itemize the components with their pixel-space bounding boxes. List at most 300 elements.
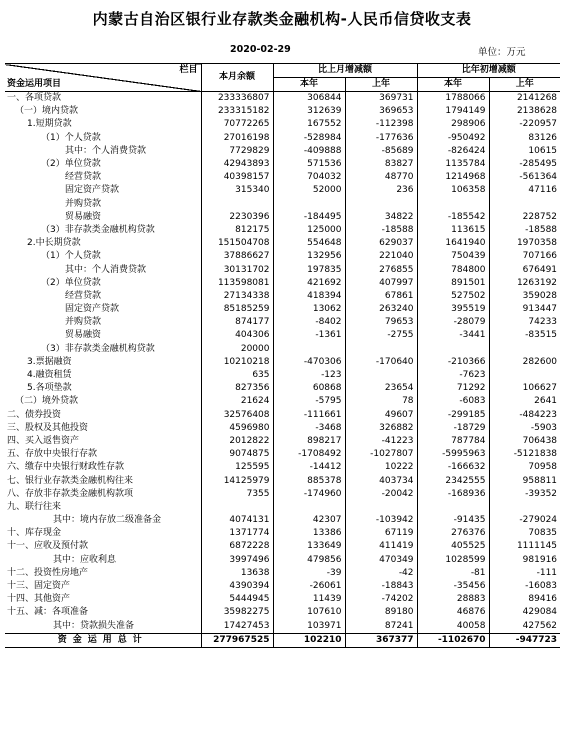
cell-year-start-this-year: 1028599 [417, 554, 489, 567]
table-row [5, 105, 560, 118]
cell-prev-month-this-year [273, 198, 345, 211]
cell-year-start-last-year: -39352 [525, 488, 558, 499]
table-row [5, 369, 560, 382]
cell-prev-month-this-year: 52000 [273, 184, 345, 197]
cell-prev-month-last-year: 263240 [345, 303, 417, 316]
cell-prev-month-this-year: 571536 [273, 158, 345, 171]
row-label: 十二、投资性房地产 [5, 567, 201, 580]
cell-year-start-last-year: -220957 [519, 119, 558, 130]
cell-year-start-last-year: -18588 [525, 224, 558, 235]
cell-year-start-this-year: 2342555 [417, 474, 489, 487]
table-row [5, 171, 560, 184]
page-title: 内蒙古自治区银行业存款类金融机构-人民币信贷收支表 [92, 10, 472, 28]
cell-prev-month-last-year [345, 501, 417, 514]
row-label: 二、债券投资 [5, 409, 201, 422]
cell-year-start-this-year: -91435 [417, 514, 489, 527]
cell-year-start-last-year: -285495 [519, 159, 558, 170]
table-row [5, 356, 560, 369]
cell-year-start-this-year: 106358 [417, 184, 489, 197]
row-label: 其中：个人消费贷款 [5, 263, 201, 276]
cell-balance: 233315182 [201, 105, 273, 118]
cell-balance: 233336807 [201, 92, 273, 106]
cell-year-start-last-year [489, 501, 560, 514]
table-row [5, 382, 560, 395]
cell-prev-month-last-year [345, 198, 417, 211]
cell-prev-month-this-year: 554648 [273, 237, 345, 250]
cell-year-start-last-year: -83515 [525, 330, 558, 341]
cell-year-start-this-year: -18729 [417, 422, 489, 435]
cell-prev-month-this-year: -8402 [273, 316, 345, 329]
cell-prev-month-this-year: -39 [273, 567, 345, 580]
cell-year-start-this-year [417, 343, 489, 356]
table-row [5, 237, 560, 250]
cell-year-start-last-year: 89416 [528, 594, 558, 605]
cell-balance: 4390394 [201, 580, 273, 593]
row-label: 并购贷款 [5, 316, 201, 329]
total-balance: 277967525 [201, 633, 273, 647]
cell-year-start-last-year: 74233 [528, 317, 558, 328]
total-prev-month-this-year: 102210 [273, 633, 345, 647]
cell-prev-month-last-year: 48770 [345, 171, 417, 184]
cell-prev-month-this-year: -3468 [273, 422, 345, 435]
cell-prev-month-this-year: -1361 [273, 329, 345, 342]
header-group-year-start: 比年初增减额 [417, 64, 560, 78]
cell-year-start-this-year: 1788066 [417, 92, 489, 106]
table-row [5, 250, 560, 263]
table-row [5, 92, 560, 106]
cell-prev-month-last-year: -85689 [345, 145, 417, 158]
cell-balance: 85185259 [201, 303, 273, 316]
table-row [5, 211, 560, 224]
cell-prev-month-last-year: 221040 [345, 250, 417, 263]
total-label: 资金运用总计 [5, 633, 201, 647]
cell-balance: 10210218 [201, 356, 273, 369]
cell-year-start-this-year: 71292 [417, 382, 489, 395]
cell-prev-month-last-year: -170640 [345, 356, 417, 369]
cell-balance: 2230396 [201, 211, 273, 224]
row-label: 八、存放非存款类金融机构款项 [5, 488, 201, 501]
cell-prev-month-this-year: 885378 [273, 474, 345, 487]
cell-prev-month-this-year: -111661 [273, 409, 345, 422]
row-label: 固定资产贷款 [5, 303, 201, 316]
cell-prev-month-this-year: -1708492 [273, 448, 345, 461]
total-row [5, 633, 560, 647]
row-label: 十四、其他资产 [5, 593, 201, 606]
cell-year-start-this-year [417, 198, 489, 211]
header-year-start-last-year: 上年 [489, 78, 560, 92]
header-col-item: 栏目 [179, 65, 198, 75]
table-row [5, 461, 560, 474]
cell-year-start-this-year: -28079 [417, 316, 489, 329]
row-label: 十一、应收及预付款 [5, 540, 201, 553]
cell-year-start-this-year: -950492 [417, 132, 489, 145]
cell-prev-month-last-year: 236 [345, 184, 417, 197]
cell-balance: 30131702 [201, 263, 273, 276]
cell-year-start-last-year: 913447 [522, 304, 558, 315]
cell-balance: 125595 [201, 461, 273, 474]
cell-year-start-last-year: 47116 [528, 185, 558, 196]
cell-prev-month-last-year: -18843 [345, 580, 417, 593]
cell-prev-month-last-year: 87241 [345, 620, 417, 634]
cell-prev-month-last-year: 34822 [345, 211, 417, 224]
cell-prev-month-last-year: 369731 [345, 92, 417, 106]
cell-prev-month-last-year [345, 369, 417, 382]
table-row [5, 540, 560, 553]
row-label: 5.各项垫款 [5, 382, 201, 395]
header-corner [5, 64, 201, 92]
cell-balance: 151504708 [201, 237, 273, 250]
cell-year-start-last-year: 70958 [528, 462, 558, 473]
row-label: 经营贷款 [5, 290, 201, 303]
cell-year-start-this-year: -35456 [417, 580, 489, 593]
cell-year-start-last-year: 2641 [534, 396, 558, 407]
cell-prev-month-this-year: 103971 [273, 620, 345, 634]
row-label: 十三、固定资产 [5, 580, 201, 593]
cell-year-start-this-year: -6083 [417, 395, 489, 408]
cell-prev-month-last-year: 89180 [345, 606, 417, 619]
header-balance: 本月余额 [201, 64, 273, 92]
cell-year-start-this-year: 40058 [417, 620, 489, 634]
cell-prev-month-this-year [273, 343, 345, 356]
cell-prev-month-this-year: -5795 [273, 395, 345, 408]
cell-year-start-this-year: 750439 [417, 250, 489, 263]
cell-prev-month-this-year: 60868 [273, 382, 345, 395]
row-label: （2）单位贷款 [5, 277, 201, 290]
unit-label: 单位：万元 [478, 47, 526, 58]
cell-year-start-this-year: 527502 [417, 290, 489, 303]
cell-prev-month-last-year: -2755 [345, 329, 417, 342]
cell-year-start-last-year: -484223 [519, 409, 558, 420]
cell-year-start-this-year: 395519 [417, 303, 489, 316]
cell-year-start-last-year: 2141268 [516, 93, 558, 104]
cell-year-start-last-year: 707166 [522, 251, 558, 262]
cell-prev-month-last-year [345, 343, 417, 356]
cell-prev-month-this-year: -123 [273, 369, 345, 382]
cell-year-start-this-year: 1135784 [417, 158, 489, 171]
table-row [5, 343, 560, 356]
cell-prev-month-last-year: 23654 [345, 382, 417, 395]
cell-year-start-this-year: -81 [417, 567, 489, 580]
cell-balance: 3997496 [201, 554, 273, 567]
cell-balance [201, 198, 273, 211]
cell-prev-month-last-year: -20042 [345, 488, 417, 501]
cell-balance: 315340 [201, 184, 273, 197]
cell-prev-month-this-year: -470306 [273, 356, 345, 369]
cell-balance: 404306 [201, 329, 273, 342]
cell-balance: 27016198 [201, 132, 273, 145]
cell-year-start-last-year: 228752 [522, 211, 558, 222]
row-label: （1）个人贷款 [5, 250, 201, 263]
credit-table [5, 63, 560, 648]
row-label: （3）非存款类金融机构贷款 [5, 224, 201, 237]
total-year-start-this-year: -1102670 [417, 633, 489, 647]
total-year-start-last-year: -947723 [489, 633, 560, 647]
cell-year-start-this-year: 891501 [417, 277, 489, 290]
cell-prev-month-last-year: 403734 [345, 474, 417, 487]
cell-balance: 4074131 [201, 514, 273, 527]
cell-prev-month-last-year: -112398 [345, 118, 417, 131]
cell-year-start-last-year: 981916 [522, 554, 558, 565]
cell-balance: 4596980 [201, 422, 273, 435]
cell-prev-month-last-year: -42 [345, 567, 417, 580]
cell-prev-month-this-year: 13386 [273, 527, 345, 540]
cell-balance: 1371774 [201, 527, 273, 540]
cell-prev-month-last-year: 407997 [345, 277, 417, 290]
table-row [5, 567, 560, 580]
cell-balance: 32576408 [201, 409, 273, 422]
cell-prev-month-this-year: 312639 [273, 105, 345, 118]
cell-year-start-this-year: 787784 [417, 435, 489, 448]
cell-prev-month-last-year: 67119 [345, 527, 417, 540]
table-body [5, 92, 560, 648]
row-label: （3）非存款类金融机构贷款 [5, 343, 201, 356]
cell-year-start-this-year: -210366 [417, 356, 489, 369]
row-label: 十、库存现金 [5, 527, 201, 540]
cell-year-start-this-year: -3441 [417, 329, 489, 342]
table-row [5, 593, 560, 606]
cell-year-start-this-year: -166632 [417, 461, 489, 474]
cell-prev-month-this-year: 479856 [273, 554, 345, 567]
cell-prev-month-this-year: 418394 [273, 290, 345, 303]
cell-prev-month-last-year: -1027807 [345, 448, 417, 461]
row-label: 其中：境内存放二级准备金 [5, 514, 201, 527]
cell-year-start-last-year: 1970358 [516, 238, 558, 249]
cell-prev-month-this-year: 421692 [273, 277, 345, 290]
cell-balance: 17427453 [201, 620, 273, 634]
cell-year-start-last-year: -5121838 [513, 449, 558, 460]
cell-balance: 6872228 [201, 540, 273, 553]
cell-prev-month-this-year: -409888 [273, 145, 345, 158]
cell-year-start-this-year [417, 501, 489, 514]
cell-prev-month-last-year: 79653 [345, 316, 417, 329]
cell-year-start-this-year: 276376 [417, 527, 489, 540]
cell-year-start-this-year: 1794149 [417, 105, 489, 118]
row-label: 1.短期贷款 [5, 118, 201, 131]
cell-balance: 874177 [201, 316, 273, 329]
cell-year-start-last-year: 70835 [528, 528, 558, 539]
report-date: 2020-02-29 [230, 44, 291, 55]
cell-year-start-last-year: -5903 [530, 422, 558, 433]
cell-prev-month-this-year: 704032 [273, 171, 345, 184]
cell-year-start-last-year: 2138628 [516, 106, 558, 117]
cell-balance: 40398157 [201, 171, 273, 184]
table-row [5, 448, 560, 461]
cell-prev-month-this-year: 132956 [273, 250, 345, 263]
table-row [5, 290, 560, 303]
row-label: 三、股权及其他投资 [5, 422, 201, 435]
table-row [5, 224, 560, 237]
cell-year-start-last-year: -111 [536, 567, 558, 578]
cell-year-start-this-year: 1641940 [417, 237, 489, 250]
cell-prev-month-this-year: 133649 [273, 540, 345, 553]
table-row [5, 118, 560, 131]
cell-year-start-this-year: 405525 [417, 540, 489, 553]
cell-year-start-this-year: 298906 [417, 118, 489, 131]
table-row [5, 184, 560, 197]
cell-year-start-last-year: 427562 [522, 620, 558, 631]
cell-prev-month-this-year: -174960 [273, 488, 345, 501]
cell-prev-month-last-year: -74202 [345, 593, 417, 606]
cell-balance: 7729829 [201, 145, 273, 158]
cell-prev-month-this-year: 11439 [273, 593, 345, 606]
cell-prev-month-this-year: -184495 [273, 211, 345, 224]
table-row [5, 606, 560, 619]
table-row [5, 132, 560, 145]
cell-year-start-this-year: -5995963 [417, 448, 489, 461]
cell-balance: 2012822 [201, 435, 273, 448]
row-label: 4.融资租赁 [5, 369, 201, 382]
table-row [5, 395, 560, 408]
row-label: （1）个人贷款 [5, 132, 201, 145]
cell-prev-month-this-year: -528984 [273, 132, 345, 145]
row-label: （2）单位贷款 [5, 158, 201, 171]
row-label: 七、银行业存款类金融机构往来 [5, 474, 201, 487]
cell-prev-month-this-year: -14412 [273, 461, 345, 474]
cell-balance: 827356 [201, 382, 273, 395]
cell-year-start-this-year: -299185 [417, 409, 489, 422]
cell-prev-month-last-year: 276855 [345, 263, 417, 276]
table-row [5, 514, 560, 527]
cell-prev-month-this-year: 107610 [273, 606, 345, 619]
table-row [5, 145, 560, 158]
cell-year-start-last-year: 676491 [522, 264, 558, 275]
cell-prev-month-this-year: 125000 [273, 224, 345, 237]
cell-prev-month-last-year: 326882 [345, 422, 417, 435]
row-label: 固定资产贷款 [5, 184, 201, 197]
row-label: 其中：个人消费贷款 [5, 145, 201, 158]
cell-balance: 812175 [201, 224, 273, 237]
cell-balance: 113598081 [201, 277, 273, 290]
cell-prev-month-last-year: 369653 [345, 105, 417, 118]
cell-prev-month-last-year: -18588 [345, 224, 417, 237]
cell-balance: 7355 [201, 488, 273, 501]
table-row [5, 422, 560, 435]
row-label: 并购贷款 [5, 198, 201, 211]
row-label: 四、买入返售资产 [5, 435, 201, 448]
header-prev-month-this-year: 本年 [273, 78, 345, 92]
total-prev-month-last-year: 367377 [345, 633, 417, 647]
table-row [5, 554, 560, 567]
cell-balance: 14125979 [201, 474, 273, 487]
cell-year-start-last-year: 1263192 [516, 277, 558, 288]
cell-prev-month-last-year: 411419 [345, 540, 417, 553]
cell-year-start-this-year: 28883 [417, 593, 489, 606]
cell-prev-month-this-year: 13062 [273, 303, 345, 316]
row-label: 五、存放中央银行存款 [5, 448, 201, 461]
row-label: 十五、减：各项准备 [5, 606, 201, 619]
cell-year-start-last-year: -279024 [519, 515, 558, 526]
cell-balance: 13638 [201, 567, 273, 580]
cell-prev-month-last-year: 67861 [345, 290, 417, 303]
table-row [5, 474, 560, 487]
table-row [5, 277, 560, 290]
table-row [5, 488, 560, 501]
cell-year-start-last-year: 706438 [522, 435, 558, 446]
table-row [5, 198, 560, 211]
table-row [5, 409, 560, 422]
cell-prev-month-last-year: 83827 [345, 158, 417, 171]
table-row [5, 329, 560, 342]
cell-year-start-last-year: 10615 [528, 145, 558, 156]
header-year-start-this-year: 本年 [417, 78, 489, 92]
cell-year-start-this-year: -826424 [417, 145, 489, 158]
table-row [5, 620, 560, 634]
cell-balance: 20000 [201, 343, 273, 356]
cell-year-start-last-year [489, 369, 560, 382]
cell-prev-month-last-year: 629037 [345, 237, 417, 250]
table-row [5, 303, 560, 316]
table-row [5, 263, 560, 276]
cell-prev-month-last-year: -103942 [345, 514, 417, 527]
table-row [5, 501, 560, 514]
cell-prev-month-this-year: 167552 [273, 118, 345, 131]
row-label: 其中：贷款损失准备 [5, 620, 201, 634]
cell-year-start-last-year: 83126 [528, 132, 558, 143]
cell-year-start-last-year: 1111145 [516, 541, 558, 552]
table-row [5, 435, 560, 448]
cell-year-start-this-year: -168936 [417, 488, 489, 501]
cell-prev-month-this-year: 898217 [273, 435, 345, 448]
table-row [5, 527, 560, 540]
cell-year-start-last-year: -561364 [519, 172, 558, 183]
row-label: 六、缴存中央银行财政性存款 [5, 461, 201, 474]
row-label: 贸易融资 [5, 211, 201, 224]
cell-balance: 21624 [201, 395, 273, 408]
cell-prev-month-last-year: -177636 [345, 132, 417, 145]
cell-year-start-this-year: 784800 [417, 263, 489, 276]
row-label: 九、联行往来 [5, 501, 201, 514]
cell-year-start-this-year: 113615 [417, 224, 489, 237]
cell-prev-month-this-year: 306844 [273, 92, 345, 106]
cell-balance: 635 [201, 369, 273, 382]
cell-year-start-last-year: 282600 [522, 356, 558, 367]
cell-balance: 5444945 [201, 593, 273, 606]
cell-year-start-this-year: 46876 [417, 606, 489, 619]
cell-prev-month-this-year: -26061 [273, 580, 345, 593]
row-label: 贸易融资 [5, 329, 201, 342]
row-label: 其中：应收利息 [5, 554, 201, 567]
cell-balance: 27134338 [201, 290, 273, 303]
table-row [5, 316, 560, 329]
cell-year-start-last-year [489, 343, 560, 356]
table-row [5, 580, 560, 593]
cell-prev-month-last-year: 49607 [345, 409, 417, 422]
cell-prev-month-this-year: 197835 [273, 263, 345, 276]
cell-balance: 9074875 [201, 448, 273, 461]
cell-year-start-last-year: 106627 [522, 383, 558, 394]
cell-balance: 35982275 [201, 606, 273, 619]
cell-year-start-last-year [489, 198, 560, 211]
cell-prev-month-last-year: 78 [345, 395, 417, 408]
row-label: （一）境内贷款 [5, 105, 201, 118]
cell-prev-month-this-year [273, 501, 345, 514]
cell-year-start-this-year: -185542 [417, 211, 489, 224]
cell-year-start-last-year: 429084 [522, 607, 558, 618]
row-label: 2.中长期贷款 [5, 237, 201, 250]
cell-year-start-last-year: 958811 [522, 475, 558, 486]
cell-balance: 42943893 [201, 158, 273, 171]
cell-prev-month-this-year: 42307 [273, 514, 345, 527]
row-label: 一、各项贷款 [5, 92, 201, 106]
table-row [5, 158, 560, 171]
cell-balance: 37886627 [201, 250, 273, 263]
row-label: （二）境外贷款 [5, 395, 201, 408]
header-group-prev-month: 比上月增减额 [273, 64, 417, 78]
cell-year-start-this-year: 1214968 [417, 171, 489, 184]
row-label: 经营贷款 [5, 171, 201, 184]
cell-prev-month-last-year: 470349 [345, 554, 417, 567]
header-prev-month-last-year: 上年 [345, 78, 417, 92]
